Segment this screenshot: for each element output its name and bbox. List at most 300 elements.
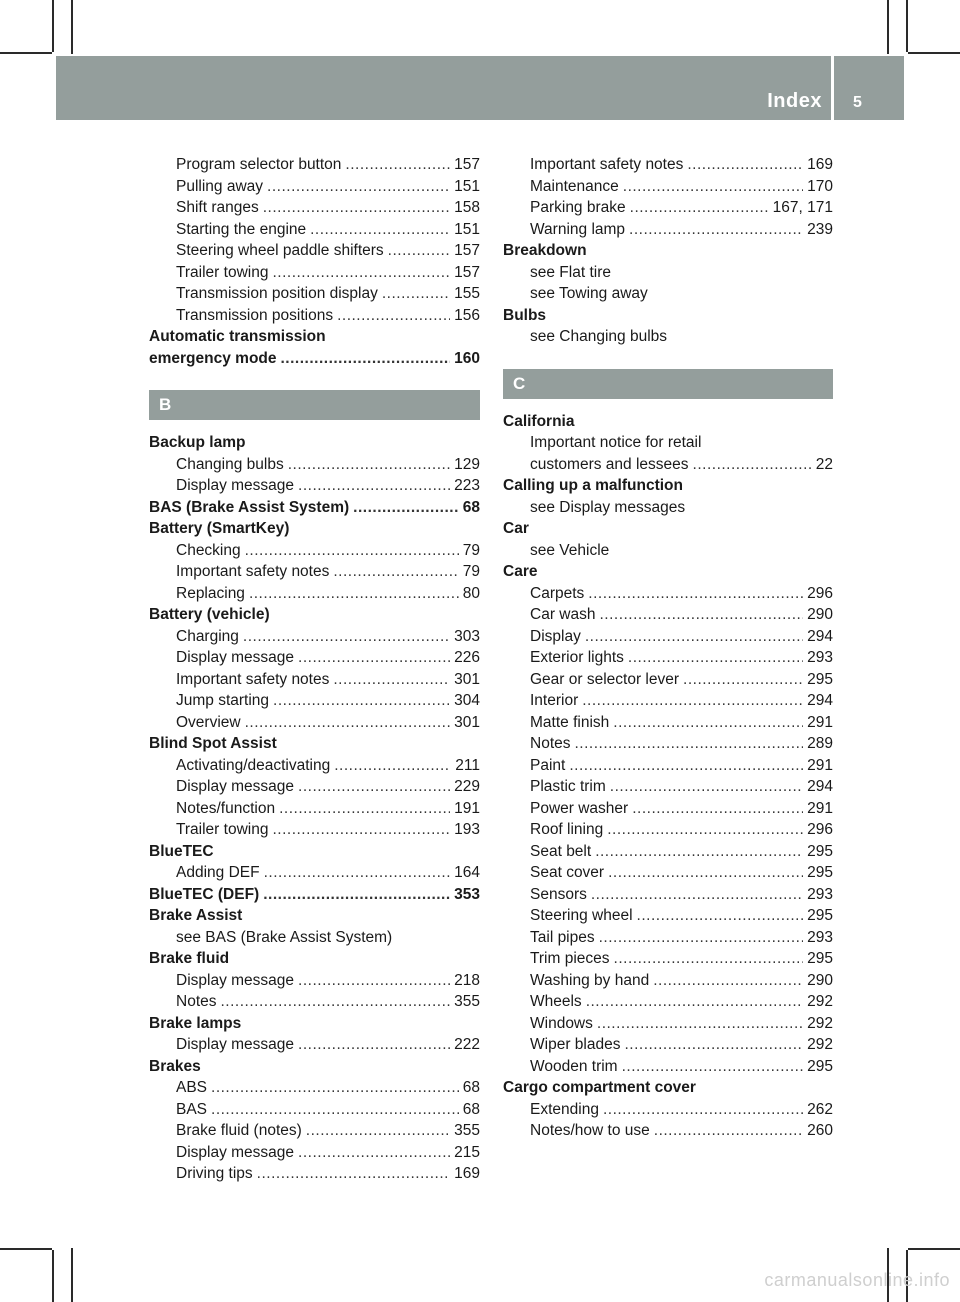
entry-label: BAS (Brake Assist System) (149, 498, 350, 516)
page-reference[interactable]: 239 (807, 220, 833, 238)
entry-label: Care (503, 563, 538, 580)
leader-dots (628, 647, 803, 669)
entry-label: BlueTEC (DEF) (149, 885, 260, 903)
page-reference[interactable]: 296 (807, 584, 833, 602)
page-reference[interactable]: 158 (454, 199, 480, 216)
page-reference[interactable]: 22 (815, 455, 833, 473)
page-reference[interactable]: 80 (462, 584, 480, 602)
page-reference[interactable]: 68 (462, 498, 480, 516)
leader-dots (614, 948, 804, 970)
page-reference[interactable]: 223 (454, 477, 480, 494)
leader-dots (588, 583, 803, 605)
entry-label: Interior (530, 692, 579, 709)
entry-label: Washing by hand (530, 971, 650, 989)
page-reference[interactable]: 226 (454, 649, 480, 666)
leader-dots (298, 1034, 450, 1056)
leader-dots (586, 991, 803, 1013)
page-reference[interactable]: 169 (807, 156, 833, 173)
page-reference[interactable]: 290 (807, 971, 833, 989)
page-reference[interactable]: 79 (462, 541, 480, 559)
entry-label: Activating/deactivating (176, 756, 331, 774)
index-subentry (503, 197, 833, 219)
leader-dots (613, 712, 803, 734)
index-subentry (149, 561, 480, 583)
leader-dots (582, 690, 803, 712)
index-subentry (149, 154, 480, 176)
index-subentry (503, 776, 833, 798)
page-reference[interactable]: 222 (454, 1036, 480, 1053)
entry-label: Display (530, 627, 581, 645)
entry-label: Cargo compartment cover (503, 1079, 696, 1096)
index-subentry (503, 454, 833, 476)
index-subentry (503, 176, 833, 198)
entry-label: Starting the engine (176, 220, 307, 238)
entry-label: Seat cover (530, 864, 605, 881)
entry-label: Replacing (176, 584, 245, 602)
page-reference[interactable]: 129 (454, 455, 480, 473)
index-subentry (503, 1099, 833, 1121)
index-entry (503, 305, 833, 327)
crop-mark (52, 0, 54, 52)
leader-dots (599, 927, 804, 949)
entry-label: Shift ranges (176, 199, 259, 216)
index-entry (149, 948, 480, 970)
entry-label: Changing bulbs (176, 455, 284, 473)
index-subentry (503, 948, 833, 970)
index-entry (149, 884, 480, 906)
crop-mark (906, 0, 908, 52)
entry-label: Trim pieces (530, 950, 610, 967)
index-column-left (149, 154, 480, 1185)
leader-dots (629, 219, 803, 241)
index-subentry (503, 219, 833, 241)
entry-label: Display message (176, 971, 295, 989)
index-subentry (503, 497, 833, 519)
index-subentry (503, 540, 833, 562)
index-entry (503, 518, 833, 540)
leader-dots (333, 669, 450, 691)
entry-label: Trailer towing (176, 821, 269, 838)
page-reference[interactable]: 292 (807, 993, 833, 1010)
entry-label: see BAS (Brake Assist System) (176, 928, 393, 946)
index-subentry (503, 1034, 833, 1056)
entry-label: Maintenance (530, 177, 619, 195)
leader-dots (623, 176, 803, 198)
page-reference[interactable]: 156 (454, 306, 480, 324)
crop-mark (0, 1248, 52, 1250)
entry-label: Important safety notes (176, 670, 330, 688)
entry-label: Paint (530, 756, 566, 774)
entry-label: Charging (176, 627, 239, 645)
entry-label: Jump starting (176, 692, 270, 709)
leader-dots (595, 841, 803, 863)
index-entry (149, 518, 480, 540)
page-reference[interactable]: 295 (807, 842, 833, 860)
leader-dots (221, 991, 451, 1013)
entry-label: Gear or selector lever (530, 670, 680, 688)
index-subentry (503, 862, 833, 884)
entry-label: Wooden trim (530, 1057, 618, 1075)
index-entry (149, 348, 480, 370)
index-subentry (149, 197, 480, 219)
index-subentry (503, 154, 833, 176)
leader-dots (654, 1120, 803, 1142)
leader-dots (272, 819, 450, 841)
index-subentry (149, 305, 480, 327)
index-column-right (503, 154, 833, 1142)
page-reference[interactable]: 215 (454, 1143, 480, 1161)
index-subentry (503, 583, 833, 605)
index-subentry (149, 862, 480, 884)
index-entry (149, 905, 480, 927)
entry-label: Display message (176, 1036, 295, 1053)
page-reference[interactable]: 229 (454, 778, 480, 795)
index-entry (149, 497, 480, 519)
section-header: C (503, 369, 833, 399)
leader-dots (298, 1142, 450, 1164)
page-reference[interactable]: 301 (454, 670, 480, 688)
entry-label: customers and lessees (530, 455, 689, 473)
index-subentry (503, 1056, 833, 1078)
leader-dots (298, 970, 450, 992)
page-reference[interactable]: 296 (807, 821, 833, 838)
section-header: B (149, 390, 480, 420)
leader-dots (683, 669, 803, 691)
entry-label: Brake fluid (149, 950, 230, 967)
index-subentry (503, 927, 833, 949)
page-reference[interactable]: 260 (807, 1122, 833, 1139)
entry-label: Important notice for retail (530, 434, 702, 451)
entry-label: Display message (176, 778, 295, 795)
page-reference[interactable]: 170 (807, 177, 833, 195)
entry-label: Display message (176, 477, 295, 494)
index-subentry (149, 647, 480, 669)
entry-label: Carpets (530, 584, 585, 602)
index-subentry (503, 1120, 833, 1142)
page-reference[interactable]: 157 (454, 242, 480, 259)
leader-dots (279, 798, 450, 820)
page-reference[interactable]: 289 (807, 735, 833, 752)
page-reference[interactable]: 160 (454, 349, 480, 367)
page-reference[interactable]: 79 (462, 563, 480, 580)
index-subentry (503, 991, 833, 1013)
page-reference[interactable]: 295 (807, 907, 833, 924)
leader-dots (298, 647, 450, 669)
entry-label: Overview (176, 713, 241, 731)
index-subentry (503, 1013, 833, 1035)
index-subentry (149, 262, 480, 284)
entry-label: Brake fluid (notes) (176, 1122, 302, 1139)
leader-dots (388, 240, 450, 262)
index-subentry (149, 776, 480, 798)
page-reference[interactable]: 157 (454, 156, 480, 173)
crop-mark (908, 52, 960, 54)
entry-label: Plastic trim (530, 778, 606, 795)
index-entry (149, 432, 480, 454)
index-subentry (149, 755, 480, 777)
page-reference[interactable]: 155 (454, 285, 480, 302)
index-subentry (149, 219, 480, 241)
leader-dots (273, 690, 450, 712)
page-reference[interactable]: 151 (454, 177, 480, 195)
leader-dots (575, 733, 804, 755)
entry-label: Driving tips (176, 1165, 253, 1182)
index-subentry (503, 712, 833, 734)
entry-label: Breakdown (503, 242, 587, 259)
entry-label: Parking brake (530, 199, 626, 216)
entry-label: Checking (176, 541, 241, 559)
index-subentry (149, 669, 480, 691)
entry-label: Battery (SmartKey) (149, 520, 290, 537)
index-subentry (503, 841, 833, 863)
page-reference[interactable]: 295 (807, 950, 833, 967)
entry-label: Warning lamp (530, 220, 626, 238)
index-subentry (503, 669, 833, 691)
entry-label: Trailer towing (176, 263, 269, 281)
entry-label: Display message (176, 1143, 295, 1161)
leader-dots (298, 475, 450, 497)
index-subentry (149, 540, 480, 562)
page-reference[interactable]: 293 (807, 649, 833, 666)
index-subentry (149, 970, 480, 992)
index-subentry (149, 475, 480, 497)
page-reference[interactable]: 193 (454, 821, 480, 838)
leader-dots (610, 776, 803, 798)
entry-label: BlueTEC (149, 842, 214, 860)
entry-label: Notes/function (176, 799, 276, 817)
crop-mark (71, 0, 73, 54)
entry-label: see Display messages (530, 498, 686, 516)
entry-label: Seat belt (530, 842, 592, 860)
page-reference[interactable]: 291 (807, 799, 833, 817)
page-reference[interactable]: 303 (454, 627, 480, 645)
leader-dots (264, 862, 451, 884)
leader-dots (211, 1099, 459, 1121)
entry-label: see Changing bulbs (530, 328, 668, 345)
entry-label: Sensors (530, 885, 587, 903)
index-subentry (503, 262, 833, 284)
entry-label: Display message (176, 649, 295, 666)
leader-dots (624, 1034, 803, 1056)
index-entry (503, 561, 833, 583)
index-subentry (503, 733, 833, 755)
leader-dots (597, 1013, 803, 1035)
index-subentry (503, 819, 833, 841)
index-subentry (503, 432, 833, 454)
page-reference[interactable]: 211 (455, 756, 480, 774)
index-entry (503, 240, 833, 262)
page-reference[interactable]: 68 (462, 1100, 480, 1118)
entry-label: Notes (530, 735, 571, 752)
page-reference[interactable]: 290 (807, 606, 833, 623)
entry-label: Windows (530, 1014, 593, 1032)
leader-dots (257, 1163, 450, 1185)
index-subentry (149, 690, 480, 712)
leader-dots (306, 1120, 450, 1142)
entry-label: ABS (176, 1079, 208, 1096)
page-reference[interactable]: 218 (454, 971, 480, 989)
entry-label: Blind Spot Assist (149, 735, 277, 752)
leader-dots (607, 819, 803, 841)
page-reference[interactable]: 164 (454, 864, 480, 881)
index-subentry (503, 755, 833, 777)
page-reference[interactable]: 191 (454, 799, 480, 817)
page-reference[interactable]: 292 (807, 1036, 833, 1053)
leader-dots (272, 262, 450, 284)
page-reference[interactable]: 292 (807, 1014, 833, 1032)
index-entry (149, 733, 480, 755)
index-subentry (149, 798, 480, 820)
leader-dots (353, 497, 459, 519)
index-subentry (149, 1034, 480, 1056)
page-reference[interactable]: 169 (454, 1165, 480, 1182)
leader-dots (630, 197, 769, 219)
page-reference[interactable]: 291 (807, 713, 833, 731)
entry-label: Brakes (149, 1057, 201, 1075)
leader-dots (693, 454, 812, 476)
page-reference[interactable]: 294 (807, 778, 833, 795)
index-entry (503, 411, 833, 433)
index-subentry (503, 647, 833, 669)
entry-label: Matte finish (530, 713, 610, 731)
leader-dots (263, 884, 450, 906)
index-subentry (503, 626, 833, 648)
leader-dots (591, 884, 803, 906)
entry-label: Calling up a malfunction (503, 477, 683, 494)
entry-label: Backup lamp (149, 434, 246, 451)
page-reference[interactable]: 304 (454, 692, 480, 709)
page-reference[interactable]: 353 (454, 885, 480, 903)
leader-dots (298, 776, 450, 798)
page-reference[interactable]: 262 (807, 1100, 833, 1118)
leader-dots (263, 197, 450, 219)
page-reference[interactable]: 355 (454, 993, 480, 1010)
page-reference[interactable]: 151 (454, 220, 480, 238)
page-reference[interactable]: 295 (807, 1057, 833, 1075)
entry-label: Battery (vehicle) (149, 606, 270, 623)
crop-mark (0, 52, 52, 54)
index-subentry (149, 176, 480, 198)
leader-dots (333, 561, 458, 583)
watermark: carmanualsonline.info (764, 1270, 950, 1290)
index-subentry (149, 991, 480, 1013)
index-entry (503, 1077, 833, 1099)
leader-dots (211, 1077, 459, 1099)
index-subentry (149, 1099, 480, 1121)
page-reference[interactable]: 293 (807, 885, 833, 903)
crop-mark (887, 0, 889, 54)
entry-label: see Towing away (530, 285, 648, 302)
leader-dots (310, 219, 450, 241)
page-reference[interactable]: 355 (454, 1122, 480, 1139)
entry-label: Car wash (530, 606, 596, 623)
index-subentry (149, 819, 480, 841)
index-entry (149, 604, 480, 626)
entry-label: Bulbs (503, 306, 547, 324)
crop-mark (52, 1250, 54, 1302)
entry-label: Notes (176, 993, 217, 1010)
leader-dots (337, 305, 450, 327)
page-reference[interactable]: 157 (454, 263, 480, 281)
page-reference[interactable]: 295 (807, 864, 833, 881)
page-reference[interactable]: 167, 171 (772, 199, 833, 216)
page-reference[interactable]: 291 (807, 756, 833, 774)
leader-dots (245, 540, 459, 562)
entry-label: Brake Assist (149, 907, 243, 924)
entry-label: Tail pipes (530, 928, 595, 946)
entry-label: Important safety notes (176, 563, 330, 580)
leader-dots (267, 176, 450, 198)
entry-label: Power washer (530, 799, 629, 817)
index-subentry (149, 712, 480, 734)
entry-label: Wheels (530, 993, 582, 1010)
entry-label: Brake lamps (149, 1014, 242, 1032)
leader-dots (632, 798, 803, 820)
index-subentry (503, 326, 833, 348)
page-reference[interactable]: 294 (807, 692, 833, 709)
index-subentry (503, 884, 833, 906)
page-reference[interactable]: 293 (807, 928, 833, 946)
index-subentry (503, 970, 833, 992)
leader-dots (608, 862, 803, 884)
index-subentry (503, 604, 833, 626)
entry-label: Notes/how to use (530, 1122, 650, 1139)
entry-label: Program selector button (176, 156, 342, 173)
leader-dots (622, 1056, 804, 1078)
crop-mark (71, 1248, 73, 1302)
crop-mark (908, 1248, 960, 1250)
index-subentry (149, 454, 480, 476)
index-subentry (149, 626, 480, 648)
entry-label: Exterior lights (530, 649, 624, 666)
leader-dots (569, 755, 803, 777)
entry-label: Car (503, 520, 529, 537)
index-subentry (149, 1142, 480, 1164)
index-subentry (149, 927, 480, 949)
entry-label: Steering wheel paddle shifters (176, 242, 384, 259)
page-reference[interactable]: 301 (454, 713, 480, 731)
entry-label: emergency mode (149, 349, 277, 367)
index-subentry (149, 240, 480, 262)
leader-dots (245, 712, 451, 734)
index-subentry (149, 583, 480, 605)
page-reference[interactable]: 68 (462, 1079, 480, 1096)
leader-dots (249, 583, 459, 605)
leader-dots (281, 348, 451, 370)
index-subentry (149, 283, 480, 305)
index-entry (503, 475, 833, 497)
page-title: Index (767, 90, 822, 112)
index-entry (149, 1013, 480, 1035)
entry-label: Steering wheel (530, 907, 633, 924)
entry-label: BAS (176, 1100, 208, 1118)
index-subentry (503, 905, 833, 927)
entry-label: Pulling away (176, 177, 264, 195)
page-reference[interactable]: 294 (807, 627, 833, 645)
entry-label: Automatic transmission (149, 328, 326, 345)
page-reference[interactable]: 295 (807, 670, 833, 688)
index-subentry (503, 798, 833, 820)
index-entry (149, 326, 480, 348)
entry-label: Adding DEF (176, 864, 260, 881)
leader-dots (585, 626, 803, 648)
page-number: 5 (853, 94, 862, 111)
index-subentry (503, 690, 833, 712)
leader-dots (653, 970, 803, 992)
leader-dots (382, 283, 450, 305)
leader-dots (603, 1099, 803, 1121)
index-subentry (149, 1163, 480, 1185)
